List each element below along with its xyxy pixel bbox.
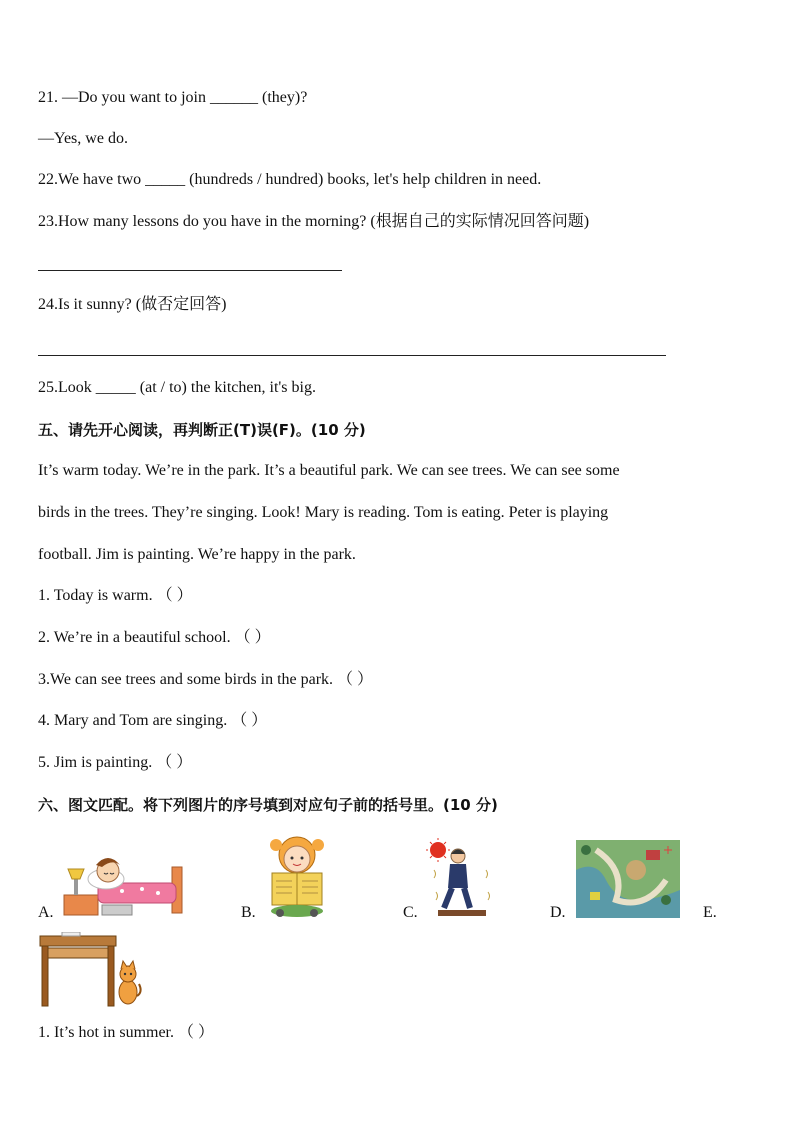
picture-label-a: A. xyxy=(38,904,54,921)
girl-reading-book-image xyxy=(264,833,330,919)
tf-item-1[interactable]: 1. Today is warm. （ ） xyxy=(38,587,193,604)
question-22: 22.We have two _____ (hundreds / hundred) books, let's help children in need. xyxy=(38,171,542,188)
tf-item-5[interactable]: 5. Jim is painting. （ ） xyxy=(38,754,193,771)
section-5-heading: 五、请先开心阅读，再判断正(T)误(F)。(10 分) xyxy=(38,421,366,439)
picture-label-d: D. xyxy=(550,904,566,921)
passage-line-1: It’s warm today. We’re in the park. It’s a beautiful park. We can see trees. We can see some xyxy=(38,462,620,479)
question-23: 23.How many lessons do you have in the morning? (根据自己的实际情况回答问题) xyxy=(38,213,590,230)
passage-line-3: football. Jim is painting. We’re happy in the park. xyxy=(38,546,356,563)
girl-sleeping-in-bed-image xyxy=(62,843,186,918)
tf-item-3[interactable]: 3.We can see trees and some birds in the park. （ ） xyxy=(38,671,374,688)
tf-item-2[interactable]: 2. We’re in a beautiful school. （ ） xyxy=(38,629,271,646)
tf-item-4[interactable]: 4. Mary and Tom are singing. （ ） xyxy=(38,712,268,729)
desk-with-cat-image xyxy=(38,932,142,1008)
answer-line-23[interactable] xyxy=(38,270,342,271)
question-25: 25.Look _____ (at / to) the kitchen, it's big. xyxy=(38,379,316,396)
question-21-line2: —Yes, we do. xyxy=(38,130,128,147)
park-map-image xyxy=(576,840,680,918)
answer-line-24[interactable] xyxy=(38,355,666,356)
picture-label-c: C. xyxy=(403,904,418,921)
section-6-heading: 六、图文匹配。将下列图片的序号填到对应句子前的括号里。(10 分) xyxy=(38,796,498,814)
passage-line-2: birds in the trees. They’re singing. Look! Mary is reading. Tom is eating. Peter is playing xyxy=(38,504,609,521)
picture-label-b: B. xyxy=(241,904,256,921)
question-24: 24.Is it sunny? (做否定回答) xyxy=(38,296,227,313)
match-item-1[interactable]: 1. It’s hot in summer. （ ） xyxy=(38,1024,215,1041)
question-21-line1: 21. —Do you want to join ______ (they)? xyxy=(38,89,308,106)
man-sweating-in-sun-image xyxy=(426,838,498,920)
picture-label-e: E. xyxy=(703,904,717,921)
